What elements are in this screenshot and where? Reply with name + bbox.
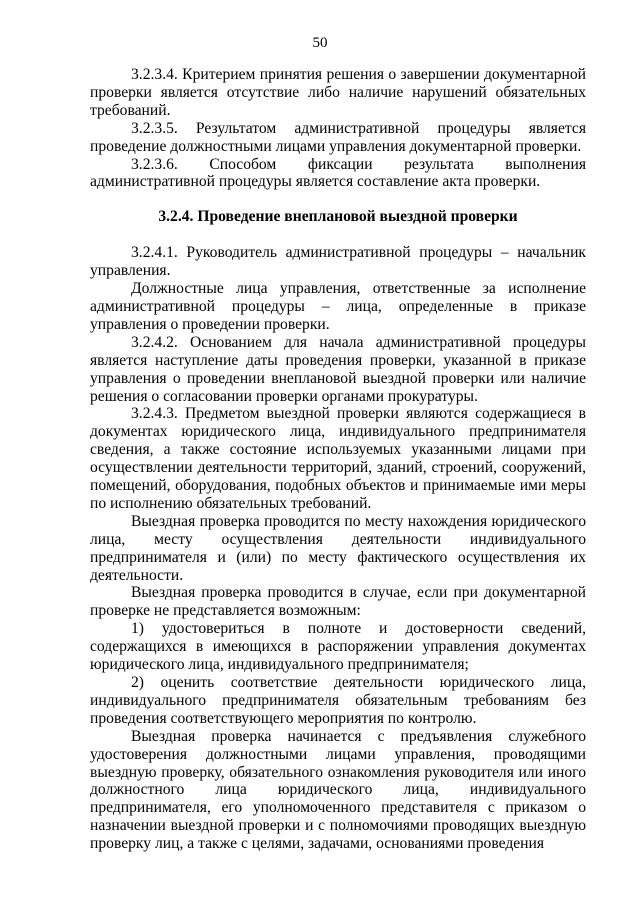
list-item-1: 1) удостовериться в полноте и достоверности сведений, содержащихся в имеющихся в распоряжении управления документах юридического лица, индивидуального предпринимателя; <box>90 620 586 674</box>
paragraph-3-2-3-6: 3.2.3.6. Способом фиксации результата выполнения административной процедуры является составление акта проверки. <box>90 155 586 191</box>
paragraph-3-2-4-2: 3.2.4.2. Основанием для начала административной процедуры является наступление даты проведения проверки, указанной в приказе управления о проведении внеплановой выездной проверки или наличие решения о согласовании проверки органами прокуратуры. <box>90 333 586 405</box>
paragraph-responsible-officials: Должностные лица управления, ответственные за исполнение административной процедуры – лица, определенные в приказе управления о проведении проверки. <box>90 280 586 333</box>
document-body <box>90 66 586 853</box>
paragraph-3-2-3-5: 3.2.3.5. Результатом административной процедуры является проведение должностными лицами управления документарной проверки. <box>90 119 586 155</box>
paragraph-3-2-3-4: 3.2.3.4. Критерием принятия решения о завершении документарной проверки является отсутствие либо наличие нарушений обязательных требований. <box>90 66 586 119</box>
list-item-2: 2) оценить соответствие деятельности юридического лица, индивидуального предпринимателя обязательным требованиям без проведения соответствующего мероприятия по контролю. <box>90 674 586 727</box>
section-heading: 3.2.4. Проведение внеплановой выездной проверки <box>158 208 518 226</box>
page-number: 50 <box>312 35 328 51</box>
paragraph-3-2-4-1: 3.2.4.1. Руководитель административной процедуры – начальник управления. <box>90 244 586 280</box>
paragraph-inspection-start: Выездная проверка начинается с предъявления служебного удостоверения должностными лицами управления, проводящими выездную проверку, обязательного ознакомления руководителя или иного должностного лица юридического лица, индивидуального предпринимателя, его уполномоченного представителя с приказом о назначении выездной проверки и с полномочиями проводящих выездную проверку лиц, а также с целями, задачами, основаниями проведения <box>90 727 586 853</box>
paragraph-3-2-4-3: 3.2.4.3. Предметом выездной проверки являются содержащиеся в документах юридического лица, индивидуального предпринимателя сведения, а также состояние используемых указанными лицами при осуществлении деятельности территорий, зданий, строений, сооружений, помещений, оборудования, подобных объектов и принимаемые ими меры по исполнению обязательных требований. <box>90 405 586 512</box>
paragraph-inspection-conditions: Выездная проверка проводится в случае, если при документарной проверке не представляется возможным: <box>90 584 586 620</box>
paragraph-inspection-location: Выездная проверка проводится по месту нахождения юридического лица, месту осуществления деятельности индивидуального предпринимателя и (или) по месту фактического осуществления их деятельности. <box>90 512 586 584</box>
